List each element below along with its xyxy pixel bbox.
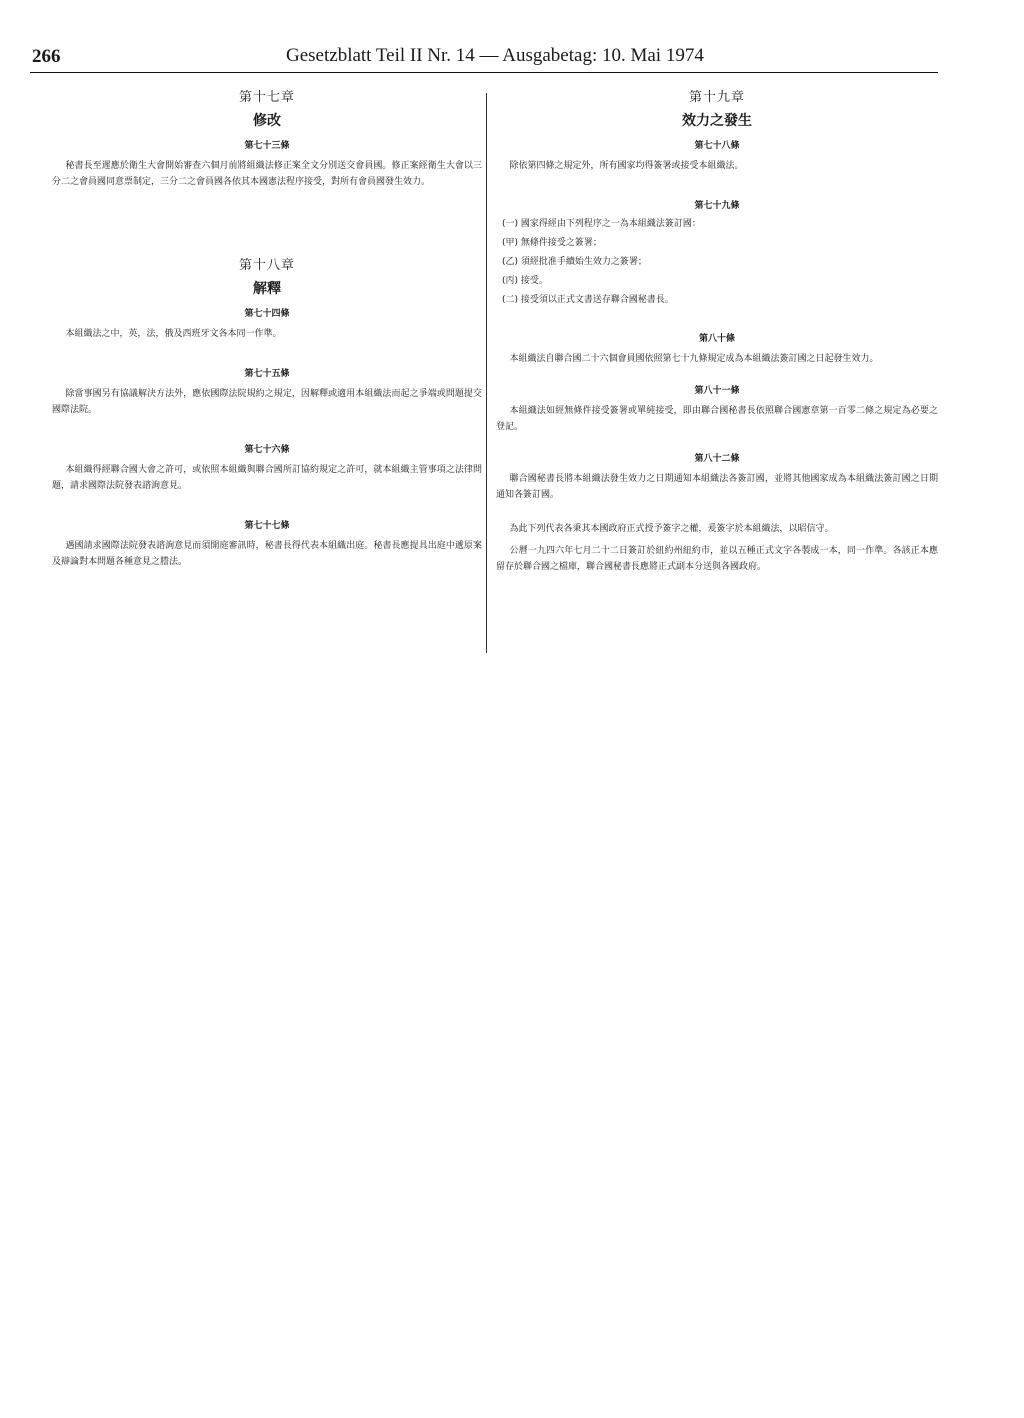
article-79-item-2: (二) 接受須以正式文書送存聯合國秘書長。 — [502, 295, 674, 305]
article-82-label: 第八十二條 — [694, 454, 740, 464]
article-82-text: 聯合國秘書長將本組織法發生效力之日期通知本組織法各簽訂國，並將其他國家成為本組織法簽訂國之日期通知各簽訂國。 — [496, 474, 938, 500]
article-80-text: 本組織法自聯合國二十六個會員國依照第七十九條規定成為本組織法簽訂國之日起發生效力。 — [509, 354, 879, 364]
left-column — [52, 90, 482, 570]
page-number: 266 — [32, 46, 61, 67]
article-75-text: 除當事國另有協議解決方法外，應依國際法院規約之規定，因解釋或適用本組織法而起之爭端或問題提交國際法院。 — [52, 389, 482, 415]
article-74-label: 第七十四條 — [244, 309, 290, 319]
witness-clause: 為此下列代表各秉其本國政府正式授予簽字之權，爰簽字於本組織法，以昭信守。 — [509, 524, 834, 534]
article-81-label: 第八十一條 — [694, 386, 740, 396]
article-73-text: 秘書長至遲應於衛生大會開始審查六個月前將組織法修正案全文分別送交會員國。修正案經衛生大會以三分二之會員國同意票制定，三分二之會員國各依其本國憲法程序接受，對所有會員國發生效力。 — [52, 161, 482, 187]
article-79-item-1: (一) 國家得經由下列程序之一為本組織法簽訂國： — [502, 219, 701, 229]
article-76-label: 第七十六條 — [244, 445, 290, 455]
chapter-19-subtitle: 效力之發生 — [682, 113, 752, 129]
article-77-label: 第七十七條 — [244, 521, 290, 531]
column-divider — [486, 93, 487, 653]
article-79-item-1a: (甲) 無條件接受之簽署； — [502, 238, 602, 248]
right-column — [496, 90, 938, 575]
article-75-label: 第七十五條 — [244, 369, 290, 379]
article-78-label: 第七十八條 — [694, 141, 740, 151]
article-81-text: 本組織法如經無條件接受簽署或單純接受，即由聯合國秘書長依照聯合國憲章第一百零二條之規定為必要之登記。 — [496, 406, 938, 432]
running-title: Gesetzblatt Teil II Nr. 14 — Ausgabetag: 10. Mai 1974 — [286, 45, 704, 66]
page-header — [30, 44, 938, 73]
chapter-17-subtitle: 修改 — [253, 113, 281, 129]
chapter-17-title: 第十七章 — [238, 90, 295, 105]
done-clause: 公曆一九四六年七月二十二日簽訂於紐約州紐約市，並以五種正式文字各製成一本，同一作準。各該正本應留存於聯合國之檔庫，聯合國秘書長應將正式副本分送與各國政府。 — [496, 546, 938, 572]
chapter-18-subtitle: 解釋 — [253, 281, 281, 297]
article-79-label: 第七十九條 — [694, 201, 740, 211]
article-76-text: 本組織得經聯合國大會之許可，或依照本組織與聯合國所訂協約規定之許可，就本組織主管事項之法律問題，請求國際法院發表諮詢意見。 — [52, 465, 482, 491]
chapter-19-title: 第十九章 — [688, 90, 745, 105]
article-78-text: 除依第四條之規定外，所有國家均得簽署或接受本組織法。 — [509, 161, 744, 171]
chapter-18-title: 第十八章 — [238, 258, 295, 273]
article-77-text: 遇國請求國際法院發表諮詢意見而須開庭審訊時，秘書長得代表本組織出庭。秘書長應提具出庭中遞原案及辯論對本問題各種意見之謄法。 — [52, 541, 482, 567]
article-79-item-1c: (丙) 接受。 — [502, 276, 548, 286]
article-74-text: 本組織法之中，英，法，俄及西班牙文各本同一作準。 — [65, 329, 282, 339]
article-73-label: 第七十三條 — [244, 141, 290, 151]
article-79-item-1b: (乙) 須經批准手續始生效力之簽署； — [502, 257, 647, 267]
article-80-label: 第八十條 — [698, 334, 735, 344]
